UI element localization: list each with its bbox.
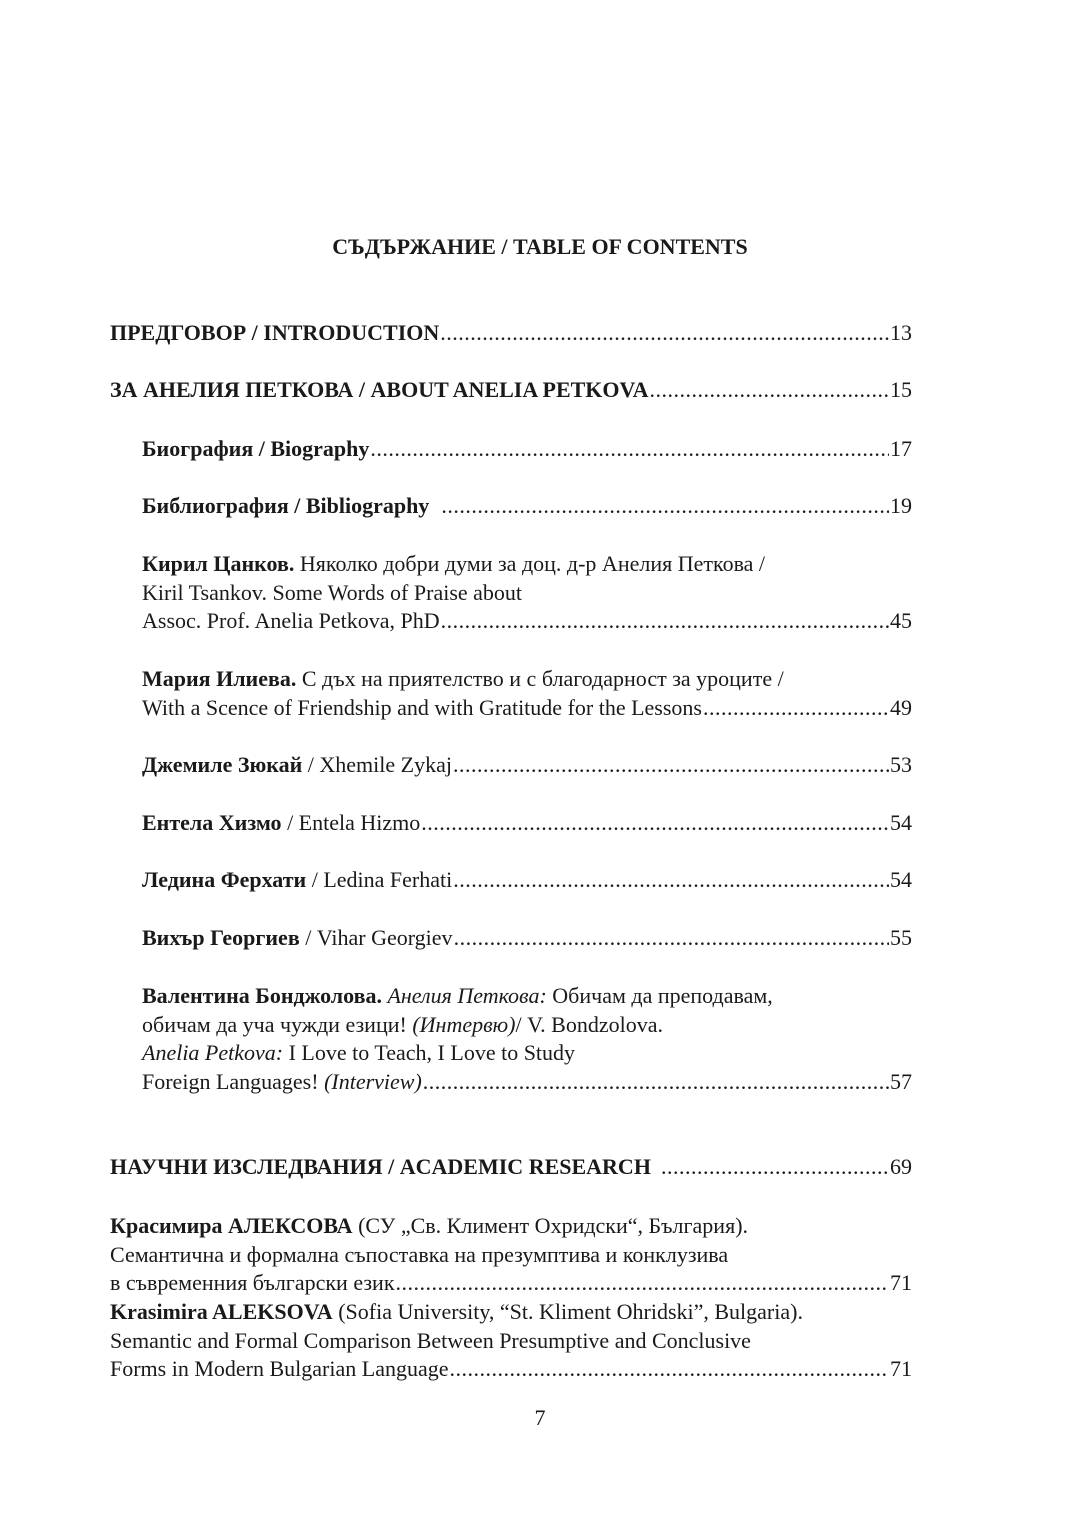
toc-entry-ilieva[interactable] <box>142 665 912 722</box>
toc-entry-biography[interactable] <box>142 435 912 464</box>
toc-entry-title: / Vihar Georgiev <box>299 925 453 950</box>
dot-leader <box>661 1153 889 1182</box>
toc-entry-author: Джемиле Зюкай <box>142 752 303 777</box>
toc-entry-title: I Love to Teach, I Love to Study <box>283 1040 576 1065</box>
toc-entry-title: Foreign Languages! <box>142 1068 325 1094</box>
toc-page-number: 57 <box>890 1068 912 1094</box>
dot-leader <box>450 1355 890 1384</box>
toc-page-number: 69 <box>890 1154 912 1179</box>
toc-entry-title-line: With a Scence of Friendship and with Gratitude for the Lessons <box>142 694 702 720</box>
toc-page-number: 55 <box>890 925 912 950</box>
toc-entry-title: / V. Bondzolova. <box>515 1011 663 1037</box>
toc-entry-italic: Anelia Petkova: <box>142 1040 284 1065</box>
toc-entry-label: Биография / Biography <box>142 436 370 461</box>
toc-entry-author: Мария Илиева. <box>142 666 297 691</box>
toc-page-number: 54 <box>890 867 912 892</box>
toc-entry-author: Вихър Георгиев <box>142 925 300 950</box>
toc-entry-aleksova-en[interactable] <box>110 1298 912 1384</box>
toc-entry-italic: Анелия Петкова: <box>387 983 547 1008</box>
toc-entry-bondzolova[interactable] <box>142 982 912 1096</box>
toc-entry-about[interactable] <box>110 376 912 405</box>
toc-entry-label: НАУЧНИ ИЗСЛЕДВАНИЯ / ACADEMIC RESEARCH <box>110 1154 651 1179</box>
dot-leader <box>423 1068 889 1097</box>
page-title: СЪДЪРЖАНИЕ / TABLE OF CONTENTS <box>332 234 748 259</box>
dot-leader <box>440 319 889 348</box>
dot-leader <box>370 435 889 464</box>
toc-entry-title: Няколко добри думи за доц. д-р Анелия Петкова / <box>294 551 766 576</box>
dot-leader <box>421 809 889 838</box>
dot-leader <box>453 866 889 895</box>
toc-entry-title-line: в съвременния български език <box>110 1270 395 1295</box>
toc-entry-hizmo[interactable] <box>142 809 912 838</box>
page-number: 7 <box>534 1405 546 1430</box>
toc-entry-introduction[interactable] <box>110 319 912 348</box>
toc-entry-author: Красимира АЛЕКСОВА <box>110 1213 353 1238</box>
toc-entry-label: ПРЕДГОВОР / INTRODUCTION <box>110 320 440 345</box>
toc-entry-title: / Entela Hizmo <box>281 810 421 835</box>
toc-entry-title-line: Semantic and Formal Comparison Between Presumptive and Conclusive <box>110 1327 751 1353</box>
toc-entry-tsankov[interactable] <box>142 550 912 636</box>
dot-leader <box>441 492 889 521</box>
toc-entry-title: (Sofia University, “St. Kliment Ohridski”, Bulgaria). <box>332 1299 803 1324</box>
toc-entry-author: Krasimira ALEKSOVA <box>110 1299 333 1324</box>
toc-page-number: 17 <box>890 436 912 461</box>
dot-leader <box>454 924 889 953</box>
toc-page-number: 71 <box>890 1356 912 1381</box>
toc-page-number: 53 <box>890 752 912 777</box>
dot-leader <box>703 694 889 723</box>
toc-entry-title: обичам да уча чужди езици! <box>142 1011 413 1037</box>
toc-page-number: 15 <box>890 377 912 402</box>
dot-leader <box>649 376 889 405</box>
toc-entry-title: / Ledina Ferhati <box>306 867 453 892</box>
toc-page-number: 45 <box>890 608 912 633</box>
toc-entry-zykaj[interactable] <box>142 751 912 780</box>
toc-entry-author: Ледина Ферхати <box>142 867 307 892</box>
toc-entry-title-line: Forms in Modern Bulgarian Language <box>110 1356 449 1381</box>
toc-page-number: 13 <box>890 320 912 345</box>
toc-entry-georgiev[interactable] <box>142 924 912 953</box>
dot-leader <box>441 607 889 636</box>
toc-entry-italic: (Интервю) <box>412 1011 516 1037</box>
dot-leader <box>396 1269 889 1298</box>
toc-entry-author: Ентела Хизмо <box>142 810 282 835</box>
toc-entry-author: Кирил Цанков. <box>142 551 295 576</box>
toc-entry-ferhati[interactable] <box>142 866 912 895</box>
toc-entry-label: Библиография / Bibliography <box>142 493 430 518</box>
toc-entry-author: Валентина Бонджолова. <box>142 983 382 1008</box>
toc-entry-title-line: Kiril Tsankov. Some Words of Praise about <box>142 579 523 605</box>
toc-entry-aleksova-bg[interactable] <box>110 1212 912 1298</box>
toc-page-number: 54 <box>890 810 912 835</box>
toc-entry-title-line: Assoc. Prof. Anelia Petkova, PhD <box>142 608 440 633</box>
toc-entry-label: ЗА АНЕЛИЯ ПЕТКОВА / ABOUT ANELIA PETKOVA <box>110 377 649 402</box>
dot-leader <box>453 751 889 780</box>
toc-entry-title: / Xhemile Zykaj <box>302 752 452 777</box>
toc-entry-title: С дъх на приятелство и с благодарност за уроците / <box>296 666 784 691</box>
toc-page-number: 71 <box>890 1270 912 1295</box>
toc-entry-title: Обичам да преподавам, <box>546 983 773 1008</box>
toc-page-number: 19 <box>890 493 912 518</box>
toc-entry-title: (СУ „Св. Климент Охридски“, България). <box>352 1213 749 1238</box>
toc-entry-academic-research[interactable] <box>110 1153 912 1182</box>
toc-page-number: 49 <box>890 694 912 720</box>
toc-entry-bibliography[interactable] <box>142 492 912 521</box>
toc-entry-italic: (Interview) <box>324 1068 422 1094</box>
toc-entry-title-line: Семантична и формална съпоставка на презумптива и конклузива <box>110 1241 729 1267</box>
